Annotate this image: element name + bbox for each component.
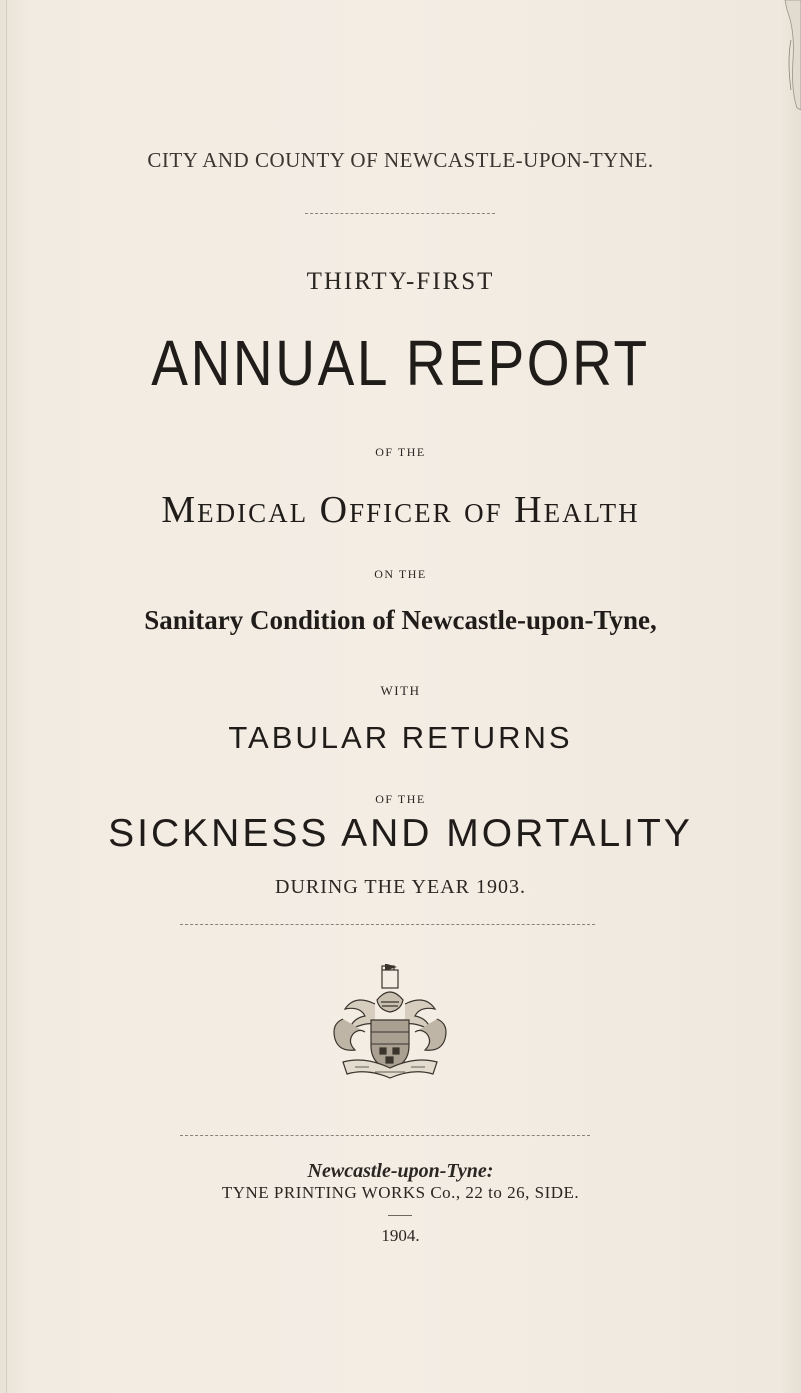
tabular-returns-heading: TABULAR RETURNS: [228, 720, 573, 755]
report-year-line: DURING THE YEAR 1903.: [275, 876, 526, 898]
imprint-rule: [388, 1215, 412, 1216]
sickness-mortality-heading: SICKNESS AND MORTALITY: [108, 812, 693, 855]
page-corner-fold: [773, 0, 801, 110]
officer-title: Medical Officer of Health: [161, 489, 640, 531]
imprint-year: 1904.: [381, 1226, 420, 1245]
coat-of-arms-icon: [325, 964, 455, 1082]
divider-rule: [305, 213, 495, 214]
report-ordinal: THIRTY-FIRST: [306, 268, 495, 295]
imprint-printer: TYNE PRINTING WORKS Co., 22 to 26, SIDE.: [221, 1183, 580, 1202]
report-title: ANNUAL REPORT: [151, 327, 650, 399]
imprint-place: Newcastle-upon-Tyne:: [307, 1160, 494, 1182]
of-the-label: OF THE: [375, 445, 426, 459]
city-heading: CITY AND COUNTY OF NEWCASTLE-UPON-TYNE.: [147, 148, 654, 172]
of-the-label-2: OF THE: [375, 792, 426, 806]
subject-line: Sanitary Condition of Newcastle-upon-Tyne,: [144, 605, 657, 635]
with-label: WITH: [380, 683, 421, 698]
divider-rule-2: [180, 924, 595, 925]
on-the-label: ON THE: [374, 567, 427, 581]
divider-rule-3: [180, 1135, 590, 1136]
